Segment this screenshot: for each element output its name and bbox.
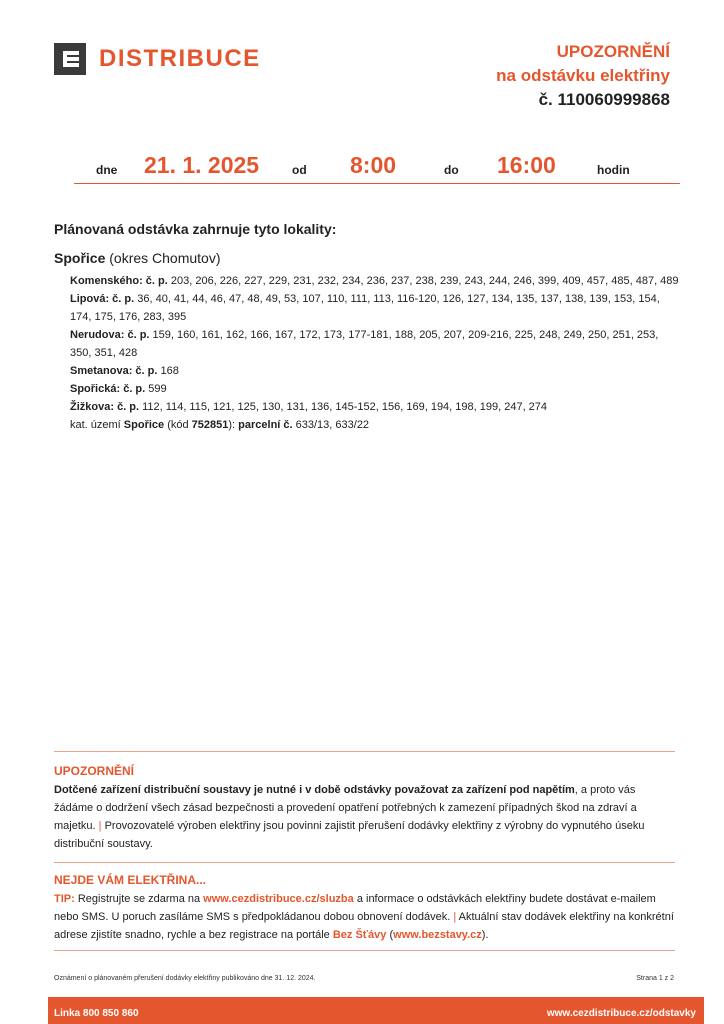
street-numbers: 168 (157, 365, 179, 377)
from-time: 8:00 (350, 152, 397, 178)
street-name: Nerudova: (70, 329, 125, 341)
portal-name: Bez Šťávy (332, 929, 387, 941)
cez-logo-icon (54, 43, 86, 75)
locations-heading: Plánovaná odstávka zahrnuje tyto lokality: (54, 221, 337, 237)
tip-text-4: ( (386, 929, 394, 941)
street-numbers: 36, 40, 41, 44, 46, 47, 48, 49, 53, 107, 110, 111, 113, 116-120, 126, 127, 134, 135, 137, 138, 139, 153, 154, 174, 175, 176, 283, 395 (70, 293, 660, 323)
street-item (70, 290, 682, 326)
street-name: Smetanova: (70, 365, 133, 377)
outages-link[interactable]: www.cezdistribuce.cz/odstavky (546, 1008, 696, 1019)
notice-header (496, 40, 670, 112)
bezstavy-link[interactable]: www.bezstavy.cz (393, 929, 482, 941)
town-district: (okres Chomutov) (105, 250, 221, 266)
notice-subtitle: na odstávku elektřiny (496, 66, 670, 85)
street-list (70, 272, 682, 434)
cadastral-code-suffix: ): (228, 419, 239, 431)
street-item (70, 380, 682, 398)
cadastral-line (70, 416, 682, 434)
parcel-label: parcelní č. (238, 419, 293, 431)
tip-title: NEJDE VÁM ELEKTŘINA... (54, 873, 207, 887)
town-line (54, 250, 221, 266)
street-numbers: 203, 206, 226, 227, 229, 231, 232, 234, 236, 237, 238, 239, 243, 244, 246, 399, 409, 457, 485, 487, 489 (167, 275, 679, 287)
warning-title: UPOZORNĚNÍ (54, 764, 135, 778)
divider (54, 862, 675, 863)
cadastral-area: Spořice (123, 419, 165, 431)
hotline: Linka 800 850 860 (54, 1008, 139, 1019)
warning-text-1: , a proto vás žádáme o dodržení všech zásad bezpečnosti a provedení opatření potřebných k zamezení případných škod na zdraví a majetku. (54, 784, 637, 832)
notice-title: UPOZORNĚNÍ (556, 42, 670, 61)
to-time: 16:00 (497, 152, 556, 178)
warning-text (54, 781, 676, 853)
tip-text (54, 890, 676, 944)
page-number: Strana 1 z 2 (636, 975, 674, 982)
street-item (70, 326, 682, 362)
outage-date: 21. 1. 2025 (144, 152, 260, 178)
street-numbers: 159, 160, 161, 162, 166, 167, 172, 173, 177-181, 188, 205, 207, 209-216, 225, 248, 249, 250, 251, 253, 350, 351, 428 (70, 329, 659, 359)
published-note: Oznámení o plánovaném přerušení dodávky elektřiny publikováno dne 31. 12. 2024. (54, 975, 316, 982)
tip-text-3: Aktuální stav dodávek elektřiny na konkrétní adrese zjistíte snadno, rychle a bez registrace na portále (54, 911, 674, 941)
day-label: dne (96, 163, 118, 177)
street-name: Lipová: (70, 293, 110, 305)
cadastral-prefix: kat. území (70, 419, 124, 431)
cadastral-code-prefix: (kód (164, 419, 192, 431)
tip-text-2: a informace o odstávkách elektřiny budete dostávat e-mailem nebo SMS. U poruch zasíláme SMS s předpokládanou dobou obnovení dodávek. (54, 893, 656, 923)
tip-section (54, 873, 676, 944)
warning-bold: Dotčené zařízení distribuční soustavy je nutné i v době odstávky považovat za zařízení pod napětím (54, 784, 575, 796)
street-numbers: 599 (145, 383, 167, 395)
separator: | (95, 820, 105, 832)
divider (54, 751, 675, 752)
street-item (70, 272, 682, 290)
street-cp-label: č. p. (114, 401, 140, 413)
street-name: Spořická: (70, 383, 121, 395)
warning-text-2: Provozovatelé výroben elektřiny jsou povinni zajistit přerušení dodávky elektřiny z výrobny do vypnutého úseku distribuční soustavy. (54, 820, 645, 850)
tip-label: TIP: (54, 893, 75, 905)
parcel-numbers: 633/13, 633/22 (292, 419, 370, 431)
from-label: od (292, 163, 307, 177)
contact-band (48, 997, 704, 1024)
divider (54, 950, 675, 951)
service-link[interactable]: www.cezdistribuce.cz/sluzba (203, 893, 354, 905)
street-numbers: 112, 114, 115, 121, 125, 130, 131, 136, 145-152, 156, 169, 194, 198, 199, 247, 274 (139, 401, 548, 413)
schedule-line (74, 148, 680, 184)
street-cp-label: č. p. (109, 293, 135, 305)
street-name: Žižkova: (70, 401, 115, 413)
tip-text-1: Registrujte se zdarma na (74, 893, 204, 905)
street-cp-label: č. p. (120, 383, 146, 395)
street-cp-label: č. p. (124, 329, 150, 341)
notice-number: č. 110060999868 (538, 90, 670, 109)
street-name: Komenského: (70, 275, 143, 287)
street-cp-label: č. p. (132, 365, 158, 377)
street-cp-label: č. p. (142, 275, 168, 287)
brand-logo (54, 43, 261, 75)
street-item (70, 362, 682, 380)
warning-section (54, 764, 676, 853)
brand-name: DISTRIBUCE (99, 45, 261, 72)
town-name: Spořice (54, 250, 106, 266)
tip-text-5: ). (481, 929, 489, 941)
to-label: do (444, 163, 459, 177)
unit-label: hodin (597, 163, 630, 177)
street-item (70, 398, 682, 416)
separator: | (450, 911, 459, 923)
cadastral-code: 752851 (191, 419, 229, 431)
